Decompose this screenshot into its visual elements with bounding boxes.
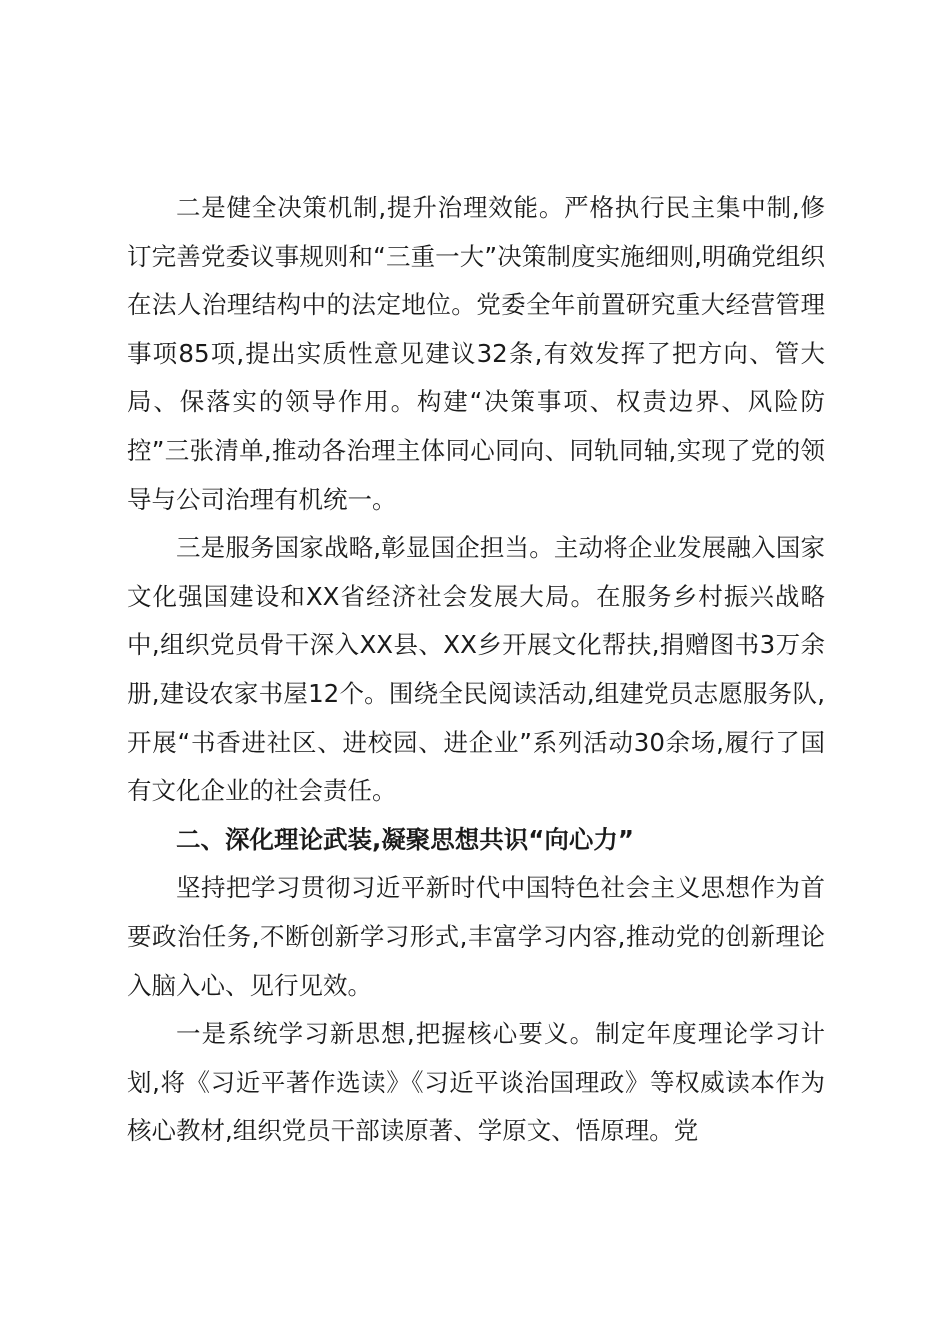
paragraph-decision-mechanism: 二是健全决策机制,提升治理效能。严格执行民主集中制,修订完善党委议事规则和“三重一大”决策制度实施细则,明确党组织在法人治理结构中的法定地位。党委全年前置研究重大经营管理事项85项,提出实质性意见建议32条,有效发挥了把方向、管大局、保落实的领导作用。构建“决策事项、权责边界、风险防控”三张清单,推动各治理主体同心同向、同轨同轴,实现了党的领导与公司治理有机统一。 bbox=[127, 193, 825, 514]
paragraph-theory-intro: 坚持把学习贯彻习近平新时代中国特色社会主义思想作为首要政治任务,不断创新学习形式,丰富学习内容,推动党的创新理论入脑入心、见行见效。 bbox=[127, 873, 825, 1000]
paragraph-systematic-study: 一是系统学习新思想,把握核心要义。制定年度理论学习计划,将《习近平著作选读》《习近平谈治国理政》等权威读本作为核心教材,组织党员干部读原著、学原文、悟原理。党 bbox=[127, 1019, 825, 1146]
section-heading-theory: 二、深化理论武装,凝聚思想共识“向心力” bbox=[176, 824, 635, 854]
document-body bbox=[127, 184, 825, 1156]
paragraph-national-strategy: 三是服务国家战略,彰显国企担当。主动将企业发展融入国家文化强国建设和XX省经济社会发展大局。在服务乡村振兴战略中,组织党员骨干深入XX县、XX乡开展文化帮扶,捐赠图书3万余册,建设农家书屋12个。围绕全民阅读活动,组建党员志愿服务队,开展“书香进社区、进校园、进企业”系列活动30余场,履行了国有文化企业的社会责任。 bbox=[127, 533, 825, 806]
